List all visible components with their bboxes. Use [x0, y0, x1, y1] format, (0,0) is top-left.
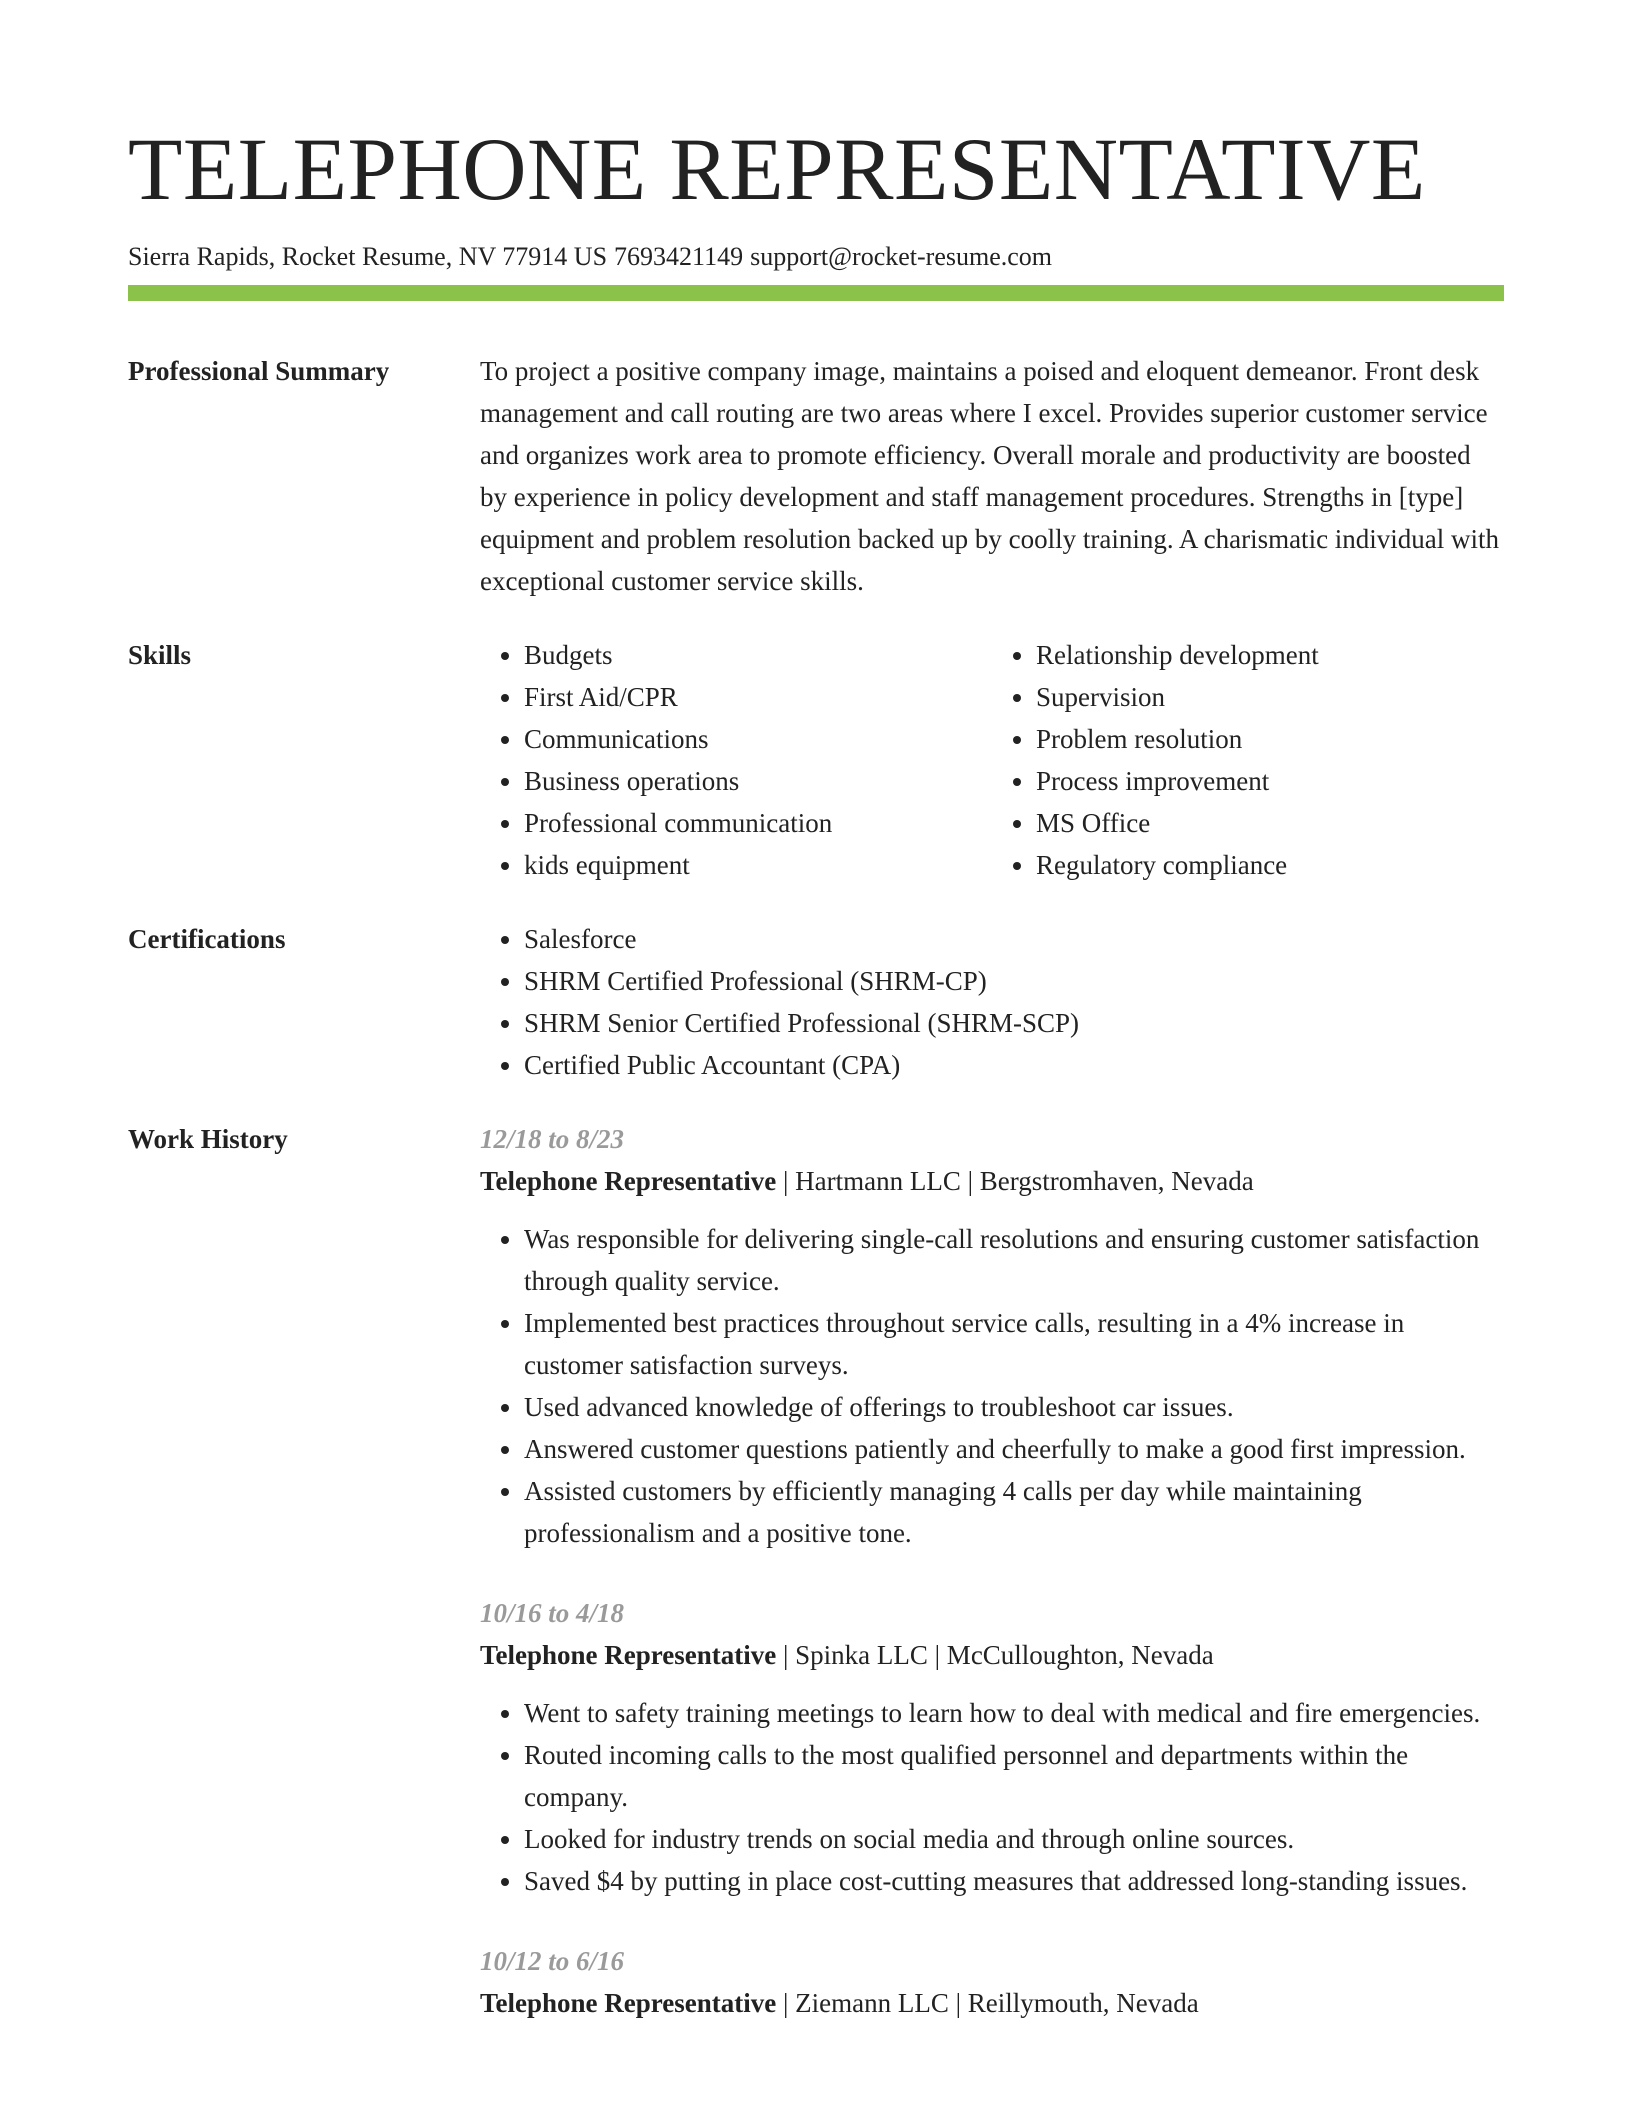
resume-sections	[128, 350, 1504, 2094]
list-item: • Problem resolution	[1036, 718, 1504, 760]
job-bullets	[480, 1218, 1504, 1554]
contact-address: Sierra Rapids, Rocket Resume, NV 77914 US	[128, 242, 608, 271]
section-label: Skills	[128, 640, 192, 670]
contact-line	[128, 240, 1504, 274]
skills-list-right	[992, 634, 1504, 886]
list-item: • Salesforce	[524, 918, 1504, 960]
job-bullets	[480, 1692, 1504, 1902]
list-item: • Relationship development	[1036, 634, 1504, 676]
certifications-body	[480, 918, 1504, 1086]
list-item: • Implemented best practices throughout service calls, resulting in a 4% increase in customer satisfaction surveys.	[524, 1302, 1504, 1386]
list-item: • Regulatory compliance	[1036, 844, 1504, 886]
list-item: • Answered customer questions patiently and cheerfully to make a good first impression.	[524, 1428, 1504, 1470]
skills-body	[480, 634, 1504, 886]
summary-body	[480, 350, 1504, 602]
list-item: • Supervision	[1036, 676, 1504, 718]
list-item: • Process improvement	[1036, 760, 1504, 802]
list-item: • Was responsible for delivering single-call resolutions and ensuring customer satisfaction through quality service.	[524, 1218, 1504, 1302]
job-title: Telephone Representative	[480, 1640, 777, 1670]
work-history-body	[480, 1118, 1504, 2062]
list-item: • SHRM Certified Professional (SHRM-CP)	[524, 960, 1504, 1002]
list-item: • Went to safety training meetings to learn how to deal with medical and fire emergencies.	[524, 1692, 1504, 1734]
list-item: • MS Office	[1036, 802, 1504, 844]
job-heading	[480, 1982, 1504, 2024]
certifications-section	[128, 918, 1504, 1086]
job-dates: 10/12 to 6/16	[480, 1946, 625, 1976]
job-details: | Spinka LLC | McCulloughton, Nevada	[776, 1640, 1214, 1670]
certifications-list	[480, 918, 1504, 1086]
job-heading	[480, 1634, 1504, 1676]
job-details: | Ziemann LLC | Reillymouth, Nevada	[776, 1988, 1199, 2018]
work-history-section	[128, 1118, 1504, 2062]
skills-list-left	[480, 634, 992, 886]
accent-divider	[128, 285, 1504, 301]
summary-section	[128, 350, 1504, 602]
contact-email: support@rocket-resume.com	[750, 242, 1053, 271]
job-entry	[480, 1118, 1504, 1554]
list-item: • Communications	[524, 718, 992, 760]
list-item: • Used advanced knowledge of offerings to troubleshoot car issues.	[524, 1386, 1504, 1428]
candidate-title: TELEPHONE REPRESENTATIVE	[128, 121, 1426, 219]
list-item: • Certified Public Accountant (CPA)	[524, 1044, 1504, 1086]
summary-text: To project a positive company image, maintains a poised and eloquent demeanor. Front desk management and call routing are two areas where I excel. Provides superior customer service and organizes work area to promote efficiency. Overall morale and productivity are boosted by experience in policy development and staff management procedures. Strengths in [type] equipment and problem resolution backed up by coolly training. A charismatic individual with exceptional customer service skills.	[480, 356, 1500, 596]
list-item: • Business operations	[524, 760, 992, 802]
section-label: Work History	[128, 1124, 288, 1154]
job-heading	[480, 1160, 1504, 1202]
list-item: • Assisted customers by efficiently managing 4 calls per day while maintaining professionalism and a positive tone.	[524, 1470, 1504, 1554]
skills-section	[128, 634, 1504, 886]
section-label: Certifications	[128, 924, 286, 954]
job-title: Telephone Representative	[480, 1988, 777, 2018]
list-item: • kids equipment	[524, 844, 992, 886]
section-label: Professional Summary	[128, 356, 390, 386]
job-entry	[480, 1940, 1504, 2024]
job-dates: 12/18 to 8/23	[480, 1124, 625, 1154]
list-item: • Routed incoming calls to the most qualified personnel and departments within the company.	[524, 1734, 1504, 1818]
list-item: • Professional communication	[524, 802, 992, 844]
list-item: • SHRM Senior Certified Professional (SHRM-SCP)	[524, 1002, 1504, 1044]
job-entry	[480, 1592, 1504, 1902]
list-item: • Saved $4 by putting in place cost-cutting measures that addressed long-standing issues.	[524, 1860, 1504, 1902]
job-dates: 10/16 to 4/18	[480, 1598, 625, 1628]
list-item: • Looked for industry trends on social media and through online sources.	[524, 1818, 1504, 1860]
job-title: Telephone Representative	[480, 1166, 777, 1196]
resume-header	[128, 118, 1504, 274]
job-details: | Hartmann LLC | Bergstromhaven, Nevada	[776, 1166, 1254, 1196]
list-item: • First Aid/CPR	[524, 676, 992, 718]
list-item: • Budgets	[524, 634, 992, 676]
contact-phone: 7693421149	[614, 242, 744, 271]
